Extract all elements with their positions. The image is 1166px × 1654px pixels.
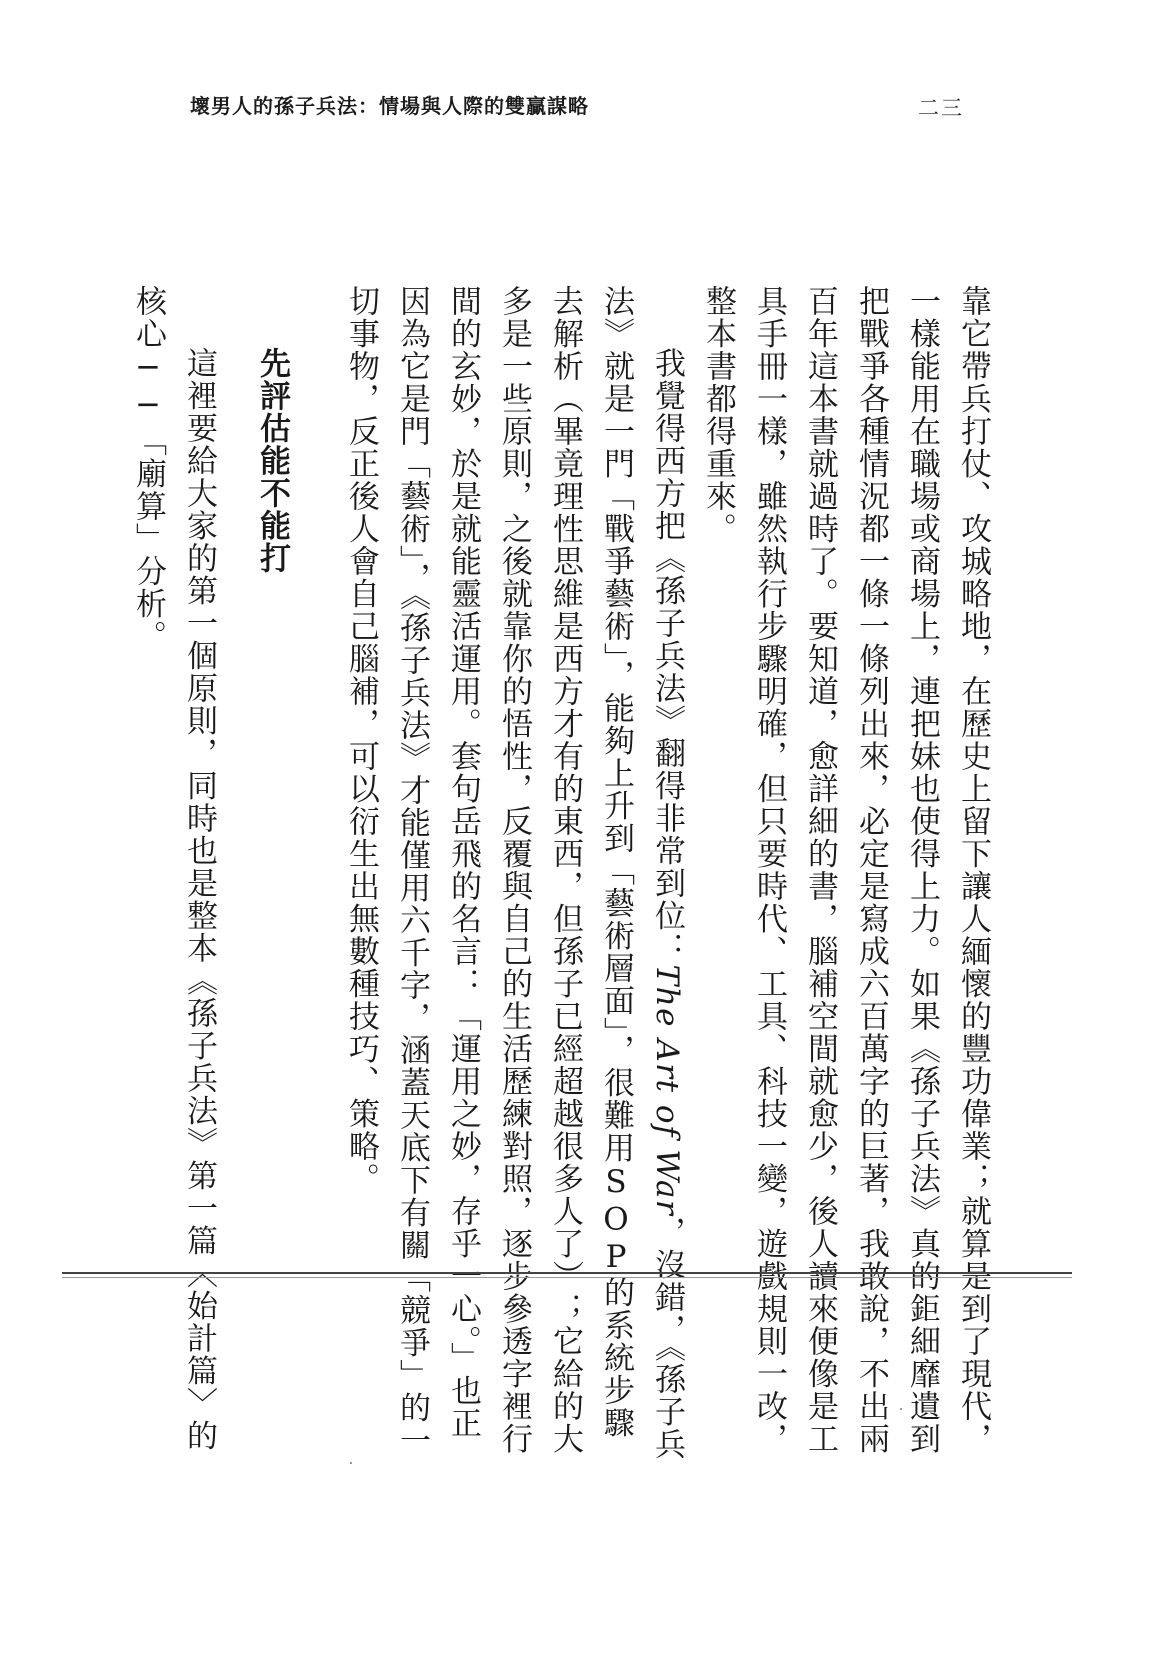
- scan-rule-line: [62, 1272, 1072, 1274]
- page-number: 二三: [918, 96, 964, 120]
- paragraph-1: 靠它帶兵打仗、攻城略地，在歷史上留下讓人緬懷的豐功偉業；就算是到了現代，一樣能用在職場或商場上，連把妹也使得上力。如果《孫子兵法》真的鉅細靡遺到把戰爭各種情況都一條一條列出來，必定是寫成六百萬字的巨著，我敢說，不出兩百年這本書就過時了。要知道，愈詳細的書，腦補空間就愈少，後人讀來便像是工具手冊一樣，雖然執行步驟明確，但只要時代、工具、科技一變，遊戲規則一改，整本書都得重來。: [700, 285, 991, 1455]
- paragraph-2-intro: 我覺得西方把《孫子兵法》翻得非常到位：: [649, 347, 685, 965]
- scan-speck: [900, 1408, 902, 1410]
- paragraph-2: [335, 285, 692, 1465]
- body-text: [122, 285, 998, 1465]
- running-header: 壞男人的孫子兵法：情場與人際的雙贏謀略: [190, 94, 589, 118]
- english-title: The Art of War: [649, 964, 685, 1217]
- paragraph-2-rest: ，沒錯，《孫子兵法》就是一門「戰爭藝術」，能夠上升到「藝術層面」，很難用SOP的系統步驟去解析（畢竟理性思維是西方才有的東西，但孫子已經超越很多人了）；它給的大多是一些原則，之後就靠你的悟性，反覆與自己的生活歷練對照，逐步參透字裡行間的玄妙，於是就能靈活運用。套句岳飛的名言：「運用之妙，存乎一心。」也正因為它是門「藝術」，《孫子兵法》才能僅用六千字，涵蓋天底下有關「競爭」的一切事物，反正後人會自己腦補，可以衍生出無數種技巧、策略。: [343, 285, 685, 1461]
- section-heading: 先評估能不能打: [254, 347, 290, 575]
- scan-rule-shadow: [62, 1277, 1072, 1278]
- scan-speck: [350, 1462, 352, 1464]
- paragraph-3: 這裡要給大家的第一個原則，同時也是整本《孫子兵法》第一篇〈始計篇〉的核心──「廟算」分析。: [130, 285, 217, 1452]
